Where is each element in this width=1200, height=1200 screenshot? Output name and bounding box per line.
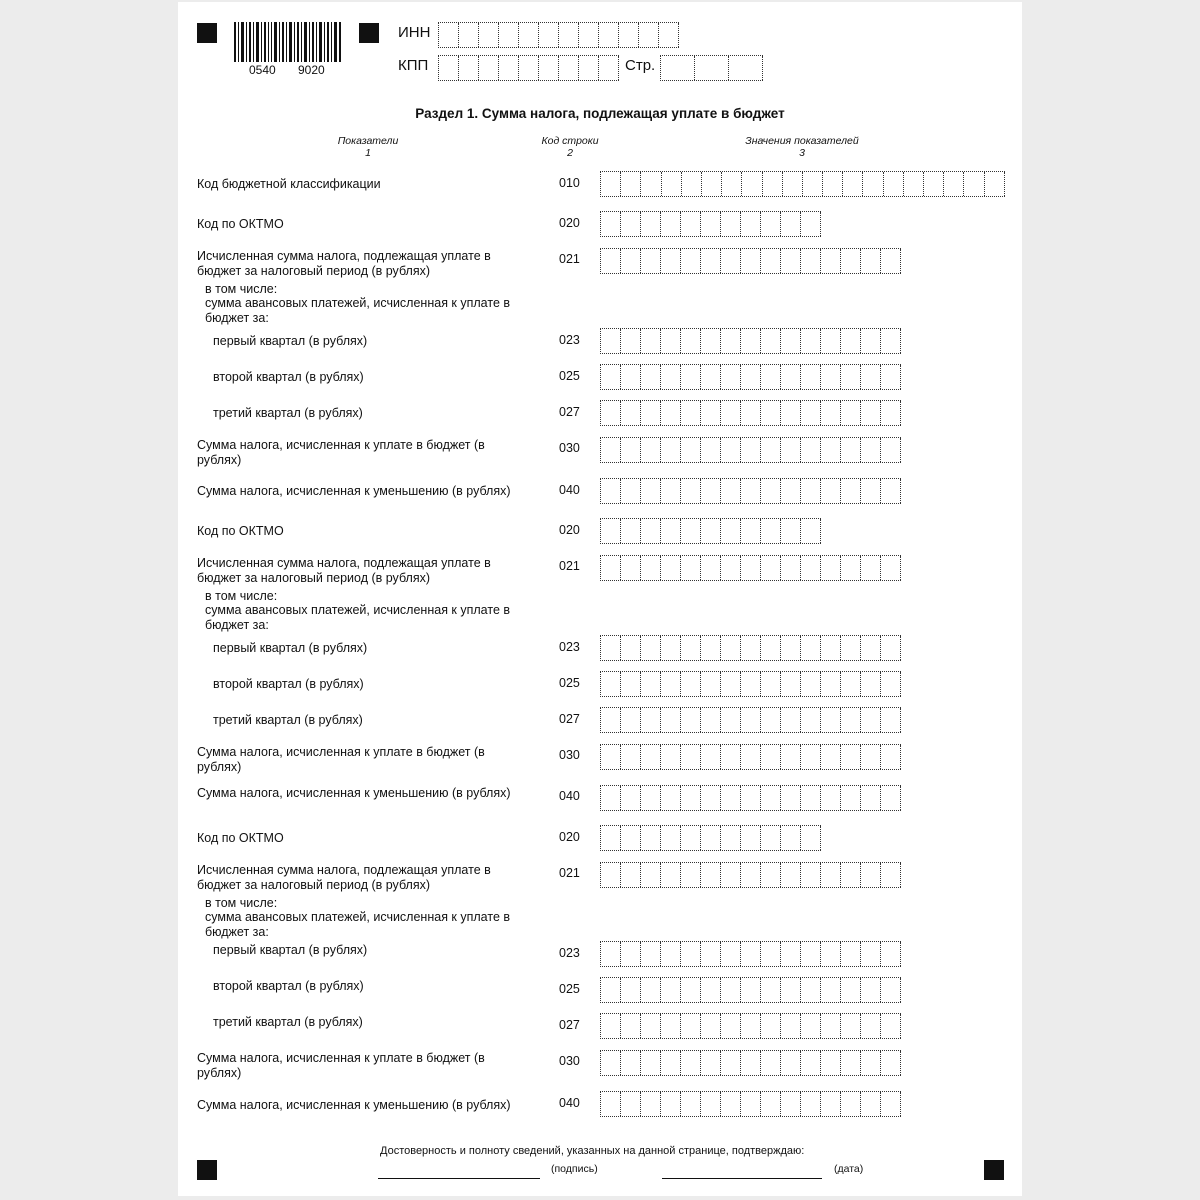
b3-total-label: [197, 863, 491, 892]
b3-oktmo-label: Код по ОКТМО: [197, 831, 284, 845]
b2-incl-label: в том числе:: [205, 589, 278, 603]
inn-field[interactable]: [438, 22, 679, 48]
b1-advance-label-line2: бюджет за:: [205, 310, 269, 325]
corner-marker-bottom-right: [984, 1160, 1004, 1180]
corner-marker-top-left: [197, 23, 217, 43]
column-header-values-num: 3: [799, 147, 805, 159]
b3-q3-code: 027: [559, 1018, 580, 1032]
b2-q1-code: 023: [559, 640, 580, 654]
column-header-line-code-num: 2: [567, 147, 573, 159]
corner-marker-bottom-left: [197, 1160, 217, 1180]
b2-advance-label: [205, 603, 510, 632]
b2-oktmo-code: 020: [559, 523, 580, 537]
b1-total-label-line1: Исчисленная сумма налога, подлежащая уплате в: [197, 249, 491, 263]
b1-q3-field[interactable]: [600, 400, 901, 426]
b1-q1-field[interactable]: [600, 328, 901, 354]
b3-q1-label: первый квартал (в рублях): [213, 943, 368, 957]
b3-q2-label: второй квартал (в рублях): [213, 979, 364, 993]
b3-incl-label: в том числе:: [205, 896, 278, 910]
b3-q3-label: третий квартал (в рублях): [213, 1015, 363, 1029]
b1-pay-label-line1: Сумма налога, исчисленная к уплате в бюджет (в: [197, 438, 485, 452]
corner-marker-top-right: [359, 23, 379, 43]
b3-q1-code: 023: [559, 946, 580, 960]
b1-q2-field[interactable]: [600, 364, 901, 390]
b1-total-code: 021: [559, 252, 580, 266]
b3-advance-label-line1: сумма авансовых платежей, исчисленная к уплате в: [205, 910, 511, 924]
b3-oktmo-code: 020: [559, 830, 580, 844]
b2-q3-field[interactable]: [600, 707, 901, 733]
column-header-values-text: Значения показателей: [745, 135, 859, 147]
b2-total-label: [197, 556, 491, 585]
kbk-field[interactable]: [600, 171, 1005, 197]
column-header-indicators: [318, 135, 418, 159]
column-header-line-code: [525, 135, 615, 159]
b1-q1-code: 023: [559, 333, 580, 347]
b1-q2-label: второй квартал (в рублях): [213, 370, 364, 384]
page-label: Стр.: [625, 57, 656, 74]
b1-total-label-line2: бюджет за налоговый период (в рублях): [197, 263, 431, 278]
b1-q1-label: первый квартал (в рублях): [213, 334, 368, 348]
b1-total-label: [197, 249, 491, 278]
row-kbk-label: Код бюджетной классификации: [197, 177, 381, 191]
b2-oktmo-label: Код по ОКТМО: [197, 524, 284, 538]
b1-pay-label-line2: рублях): [197, 452, 242, 467]
confirmation-text: Достоверность и полноту сведений, указанных на данной странице, подтверждаю:: [380, 1145, 805, 1157]
b3-total-label-line1: Исчисленная сумма налога, подлежащая уплате в: [197, 863, 491, 877]
b1-pay-label: [197, 438, 485, 467]
b1-reduce-label: Сумма налога, исчисленная к уменьшению (в рублях): [197, 484, 511, 498]
b1-q2-code: 025: [559, 369, 580, 383]
b1-pay-code: 030: [559, 441, 580, 455]
b2-q2-field[interactable]: [600, 671, 901, 697]
column-header-indicators-text: Показатели: [337, 135, 399, 147]
row-kbk-code: 010: [559, 176, 580, 190]
b2-total-label-line1: Исчисленная сумма налога, подлежащая уплате в: [197, 556, 491, 570]
b3-total-label-line2: бюджет за налоговый период (в рублях): [197, 877, 431, 892]
b3-pay-field[interactable]: [600, 1050, 901, 1076]
inn-label: ИНН: [398, 24, 431, 41]
b3-pay-label-line1: Сумма налога, исчисленная к уплате в бюджет (в: [197, 1051, 485, 1065]
b1-reduce-code: 040: [559, 483, 580, 497]
b2-q2-code: 025: [559, 676, 580, 690]
b2-pay-label-line2: рублях): [197, 759, 242, 774]
b3-reduce-field[interactable]: [600, 1091, 901, 1117]
page-number-field[interactable]: [660, 55, 763, 81]
date-line[interactable]: [662, 1178, 822, 1179]
b2-pay-code: 030: [559, 748, 580, 762]
b2-pay-label-line1: Сумма налога, исчисленная к уплате в бюджет (в: [197, 745, 485, 759]
b2-total-field[interactable]: [600, 555, 901, 581]
b1-pay-field[interactable]: [600, 437, 901, 463]
kpp-field[interactable]: [438, 55, 619, 81]
b3-total-code: 021: [559, 866, 580, 880]
b2-q1-field[interactable]: [600, 635, 901, 661]
barcode-number-right: 9020: [298, 63, 325, 77]
b2-q1-label: первый квартал (в рублях): [213, 641, 368, 655]
b3-advance-label: [205, 910, 510, 939]
b2-q3-label: третий квартал (в рублях): [213, 713, 363, 727]
b3-total-field[interactable]: [600, 862, 901, 888]
date-caption: (дата): [834, 1163, 864, 1175]
signature-line[interactable]: [378, 1178, 540, 1179]
b2-total-label-line2: бюджет за налоговый период (в рублях): [197, 570, 431, 585]
kpp-label: КПП: [398, 57, 429, 74]
b3-q2-code: 025: [559, 982, 580, 996]
signature-caption: (подпись): [551, 1163, 598, 1175]
b1-q3-code: 027: [559, 405, 580, 419]
b3-reduce-label: Сумма налога, исчисленная к уменьшению (в рублях): [197, 1098, 511, 1112]
b3-q2-field[interactable]: [600, 977, 901, 1003]
b2-reduce-code: 040: [559, 789, 580, 803]
b2-pay-label: [197, 745, 485, 774]
column-header-indicators-num: 1: [365, 147, 371, 159]
b1-oktmo-label: Код по ОКТМО: [197, 217, 284, 231]
b2-reduce-field[interactable]: [600, 785, 901, 811]
b3-advance-label-line2: бюджет за:: [205, 924, 269, 939]
b2-q3-code: 027: [559, 712, 580, 726]
b3-pay-code: 030: [559, 1054, 580, 1068]
b3-pay-label: [197, 1051, 485, 1080]
b1-q3-label: третий квартал (в рублях): [213, 406, 363, 420]
b2-reduce-label: Сумма налога, исчисленная к уменьшению (в рублях): [197, 786, 511, 800]
b3-reduce-code: 040: [559, 1096, 580, 1110]
b1-oktmo-field[interactable]: [600, 211, 821, 237]
b2-total-code: 021: [559, 559, 580, 573]
b2-q2-label: второй квартал (в рублях): [213, 677, 364, 691]
b1-total-field[interactable]: [600, 248, 901, 274]
column-header-line-code-text: Код строки: [541, 135, 599, 147]
b1-reduce-field[interactable]: [600, 478, 901, 504]
section-title: Раздел 1. Сумма налога, подлежащая уплате в бюджет: [415, 106, 785, 121]
b2-oktmo-field[interactable]: [600, 518, 821, 544]
b2-advance-label-line1: сумма авансовых платежей, исчисленная к уплате в: [205, 603, 511, 617]
column-header-values: [727, 135, 877, 159]
barcode-number-left: 0540: [249, 63, 276, 77]
b2-advance-label-line2: бюджет за:: [205, 617, 269, 632]
b3-oktmo-field[interactable]: [600, 825, 821, 851]
b3-q3-field[interactable]: [600, 1013, 901, 1039]
b3-q1-field[interactable]: [600, 941, 901, 967]
b1-incl-label: в том числе:: [205, 282, 278, 296]
barcode-icon: [232, 22, 344, 62]
b2-pay-field[interactable]: [600, 744, 901, 770]
b3-pay-label-line2: рублях): [197, 1065, 242, 1080]
b1-advance-label: [205, 296, 510, 325]
b1-oktmo-code: 020: [559, 216, 580, 230]
b1-advance-label-line1: сумма авансовых платежей, исчисленная к уплате в: [205, 296, 511, 310]
